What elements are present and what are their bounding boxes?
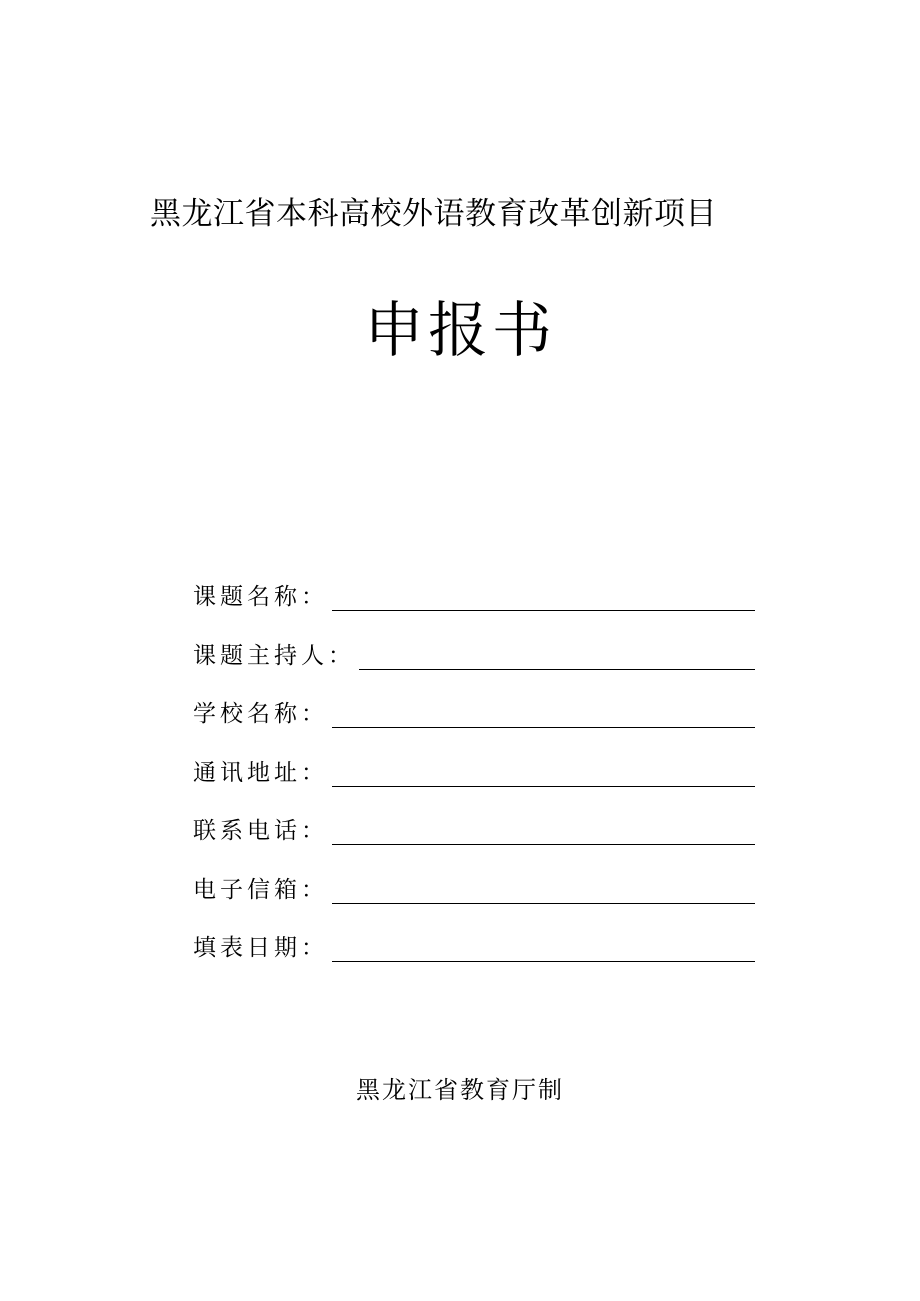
document-subtitle: 黑龙江省本科高校外语教育改革创新项目	[150, 196, 717, 232]
field-label: 电子信箱：	[193, 876, 328, 903]
field-blank-line	[332, 953, 755, 962]
field-project-host	[193, 634, 755, 674]
document-title: 申报书	[364, 296, 556, 366]
field-blank-line	[332, 719, 755, 728]
issuer-text: 黑龙江省教育厅制	[356, 1076, 564, 1104]
field-label: 课题主持人：	[193, 642, 355, 669]
field-email	[193, 868, 755, 908]
field-label: 通讯地址：	[193, 759, 328, 786]
field-blank-line	[332, 602, 755, 611]
field-mailing-address	[193, 751, 755, 791]
field-label: 联系电话：	[193, 818, 328, 844]
field-label: 填表日期：	[193, 935, 328, 961]
field-phone	[193, 809, 755, 849]
field-fill-date	[193, 926, 755, 966]
field-label: 课题名称：	[193, 584, 328, 610]
field-blank-line	[359, 661, 755, 670]
field-label: 学校名称：	[193, 701, 328, 727]
field-blank-line	[332, 836, 755, 845]
field-school-name	[193, 692, 755, 732]
field-blank-line	[332, 895, 755, 904]
field-project-name	[193, 575, 755, 615]
application-form-fields	[193, 575, 755, 985]
field-blank-line	[332, 778, 755, 787]
